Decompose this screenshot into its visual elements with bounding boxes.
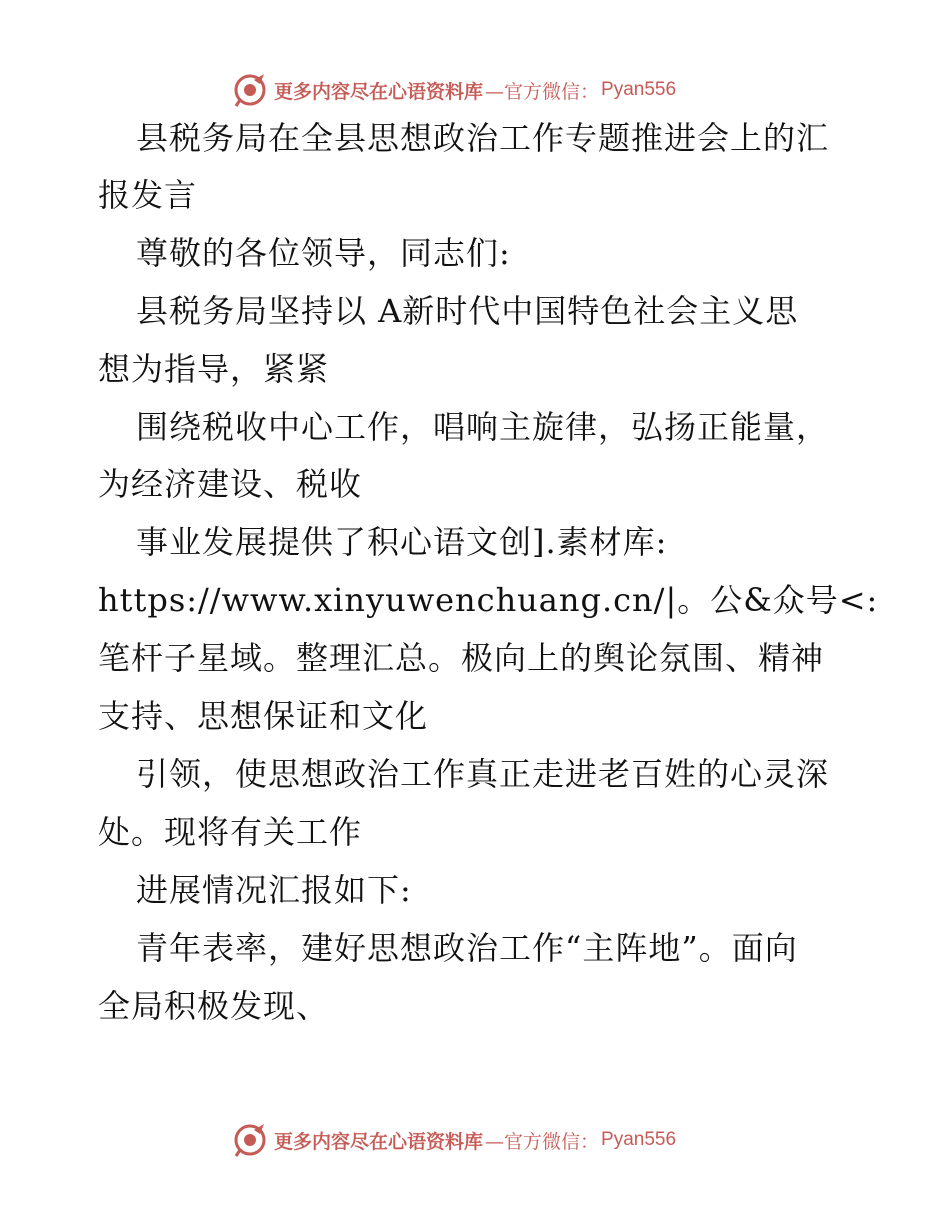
banner-wechat-id: Pyan556 (601, 1129, 677, 1150)
text-line: 引领，使思想政治工作真正走进老百姓的心灵深 (136, 755, 830, 793)
text-line: 县税务局坚持以 A新时代中国特色社会主义思 (136, 292, 799, 330)
text-line: 想为指导，紧紧 (98, 350, 330, 388)
banner-title: 更多内容尽在心语资料库 (274, 80, 484, 103)
text-line: 进展情况汇报如下: (136, 871, 412, 909)
text-line: 事业发展提供了积心语文创].素材库: (136, 523, 668, 561)
text-line: https://www.xinyuwenchuang.cn/|。公&众号<: (98, 581, 879, 619)
text-line: 处。现将有关工作 (98, 813, 363, 851)
pen-logo-icon (232, 1122, 268, 1158)
text-line: 尊敬的各位领导，同志们: (136, 234, 511, 272)
banner-title: 更多内容尽在心语资料库 (274, 1130, 484, 1153)
text-line: 支持、思想保证和文化 (98, 697, 429, 735)
banner-wechat-label: —官方微信： (485, 80, 600, 103)
footer-banner (232, 1120, 752, 1160)
header-banner (232, 70, 752, 110)
text-line: 县税务局在全县思想政治工作专题推进会上的汇 (136, 119, 830, 157)
text-line: 全局积极发现、 (98, 987, 330, 1025)
text-line: 报发言 (98, 176, 198, 214)
text-line: 笔杆子星域。整理汇总。极向上的舆论氛围、精神 (98, 639, 825, 677)
text-line: 围绕税收中心工作，唱响主旋律，弘扬正能量， (136, 408, 830, 446)
text-line: 青年表率，建好思想政治工作“主阵地”。面向 (136, 929, 798, 967)
pen-logo-icon (232, 72, 268, 108)
banner-wechat-label: —官方微信： (485, 1130, 600, 1153)
text-line: 为经济建设、税收 (98, 465, 363, 503)
banner-wechat-id: Pyan556 (601, 79, 677, 100)
